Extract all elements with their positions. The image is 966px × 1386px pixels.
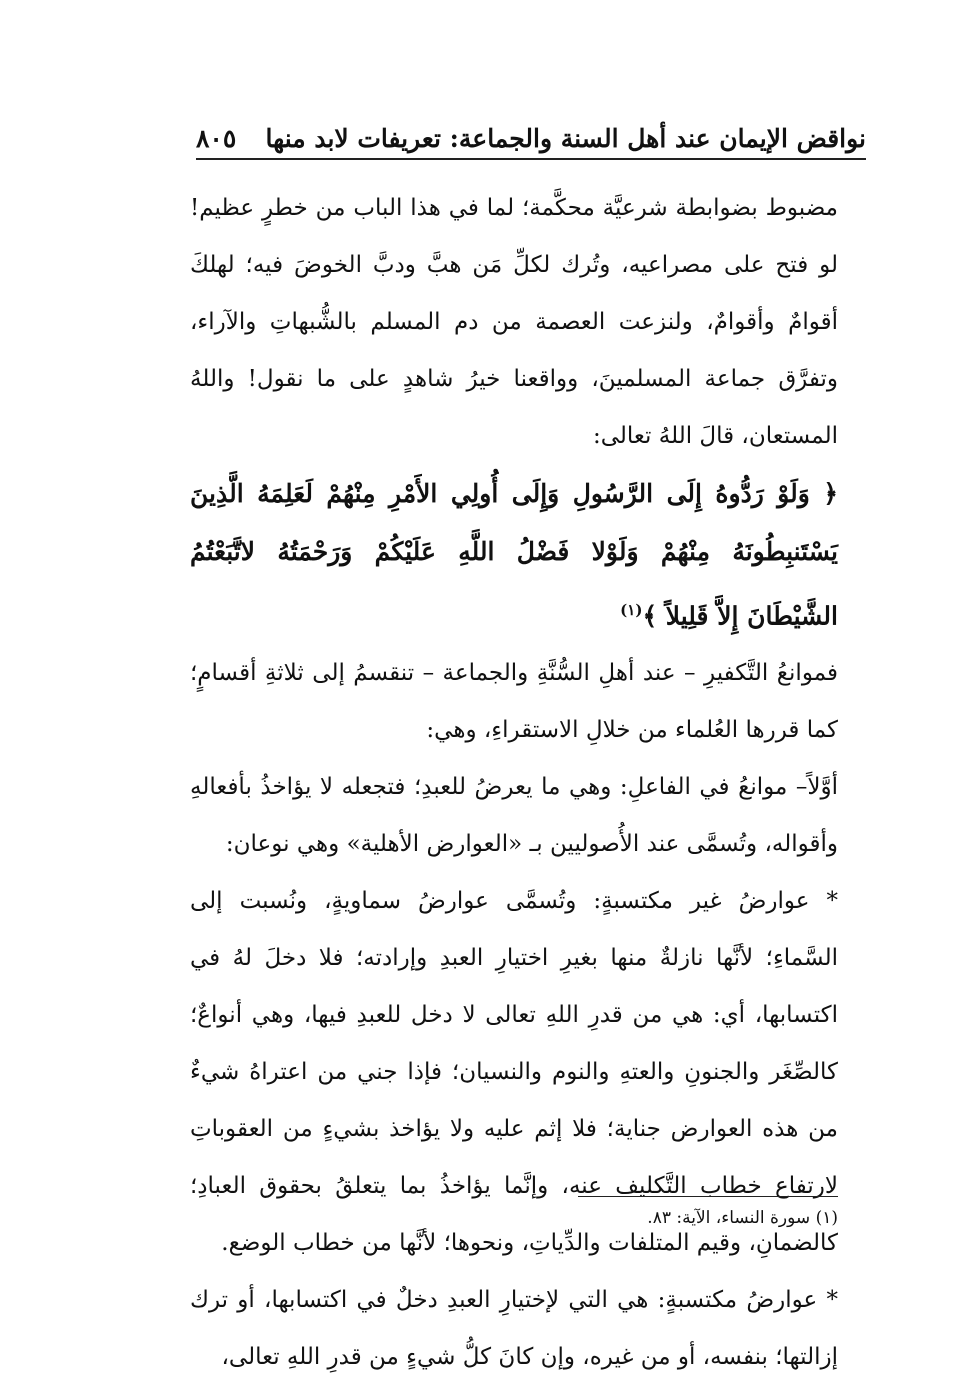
paragraph-acquired: * عوارضُ مكتسبةٍ: هي التي لإختيارِ العبدِ دخلٌ في اكتسابها، أو ترك إزالتها؛ بنفسه، أو من غيره، وإن كانَ كلُّ شيءٍ من قدرِ اللهِ تعالى،: [190, 1287, 838, 1371]
paragraph-non-acquired: * عوارضُ غير مكتسبةٍ: وتُسمَّى عوارضُ سماويةٍ، ونُسبت إلى السَّماءِ؛ لأنَّها نازلةٌ منها بغيرِ اختيارِ العبدِ وإرادته؛ فلا دخلَ لهُ في اكتسابها، أي: هي من قدرِ اللهِ تعالى لا دخل للعبدِ فيها، وهي أنواعٌ؛ كالصِّغَر والجنونِ والعتهِ والنوم والنسيان؛ فإذا جني من اعتراهُ شيءٌ من هذه العوارض جناية؛ فلا إثم عليه ولا يؤاخذ بشيءٍ من العقوباتِ لارتفاع خطاب التَّكليف عنه، وإنَّما يؤاخذُ بما يتعلقُ بحقوق العبادِ؛ كالضمانِ، وقيم المتلفات والدِّياتِ، ونحوها؛ لأنَّها من خطاب الوضع.: [190, 888, 838, 1257]
paragraph-impediments: فموانعُ التَّكفيرِ – عند أهلِ السُّنَّةِ والجماعة – تنقسمُ إلى ثلاثةِ أقسامٍ؛ كما قررها العُلماء من خلالِ الاستقراءِ، وهي:: [190, 660, 838, 744]
paragraph-intro: مضبوط بضوابطة شرعيَّة محكَّمة؛ لما في هذا الباب من خطرٍ عظيم! لو فتح على مصراعيه، وتُرك لكلِّ مَن هبَّ ودبَّ الخوضَ فيه؛ لهلكَ أقوامٌ وأقوامٌ، ولنزعت العصمة من دم المسلم بالشُّبهاتِ والآراء، وتفرَّق جماعة المسلمينَ، وواقعنا خيرُ شاهدٍ على ما نقول! واللهُ المستعان، قالَ اللهُ تعالى:: [190, 195, 838, 449]
quran-verse: [190, 465, 838, 645]
page-number: ٨٠٥: [196, 123, 237, 153]
page-header: [196, 118, 866, 160]
footnote: (١) سورة النساء، الآية: ٨٣.: [647, 1208, 838, 1228]
footnote-marker: (١): [620, 601, 643, 619]
body-text: [190, 180, 838, 1386]
paragraph-first: أوَّلاً– موانعُ في الفاعلِ: وهي ما يعرضُ للعبدِ؛ فتجعله لا يؤاخذُ بأفعالهِ وأقواله، وتُسمَّى عند الأُصوليين بـ «العوارض الأهلية» وهي نوعان:: [190, 774, 838, 858]
quran-verse-text: ﴿ وَلَوْ رَدُّوهُ إِلَى الرَّسُولِ وَإِلَى أُولِي الأَمْرِ مِنْهُمْ لَعَلِمَهُ الَّذِينَ يَسْتَنبِطُونَهُ مِنْهُمْ وَلَوْلا فَضْلُ اللَّهِ عَلَيْكُمْ وَرَحْمَتُهُ لاتَّبَعْتُمُ الشَّيْطَانَ إِلاَّ قَلِيلاً ﴾: [190, 479, 838, 631]
running-title: نواقض الإيمان عند أهل السنة والجماعة: تعريفات لابد منها: [265, 123, 866, 153]
footnote-divider: [578, 1196, 838, 1197]
